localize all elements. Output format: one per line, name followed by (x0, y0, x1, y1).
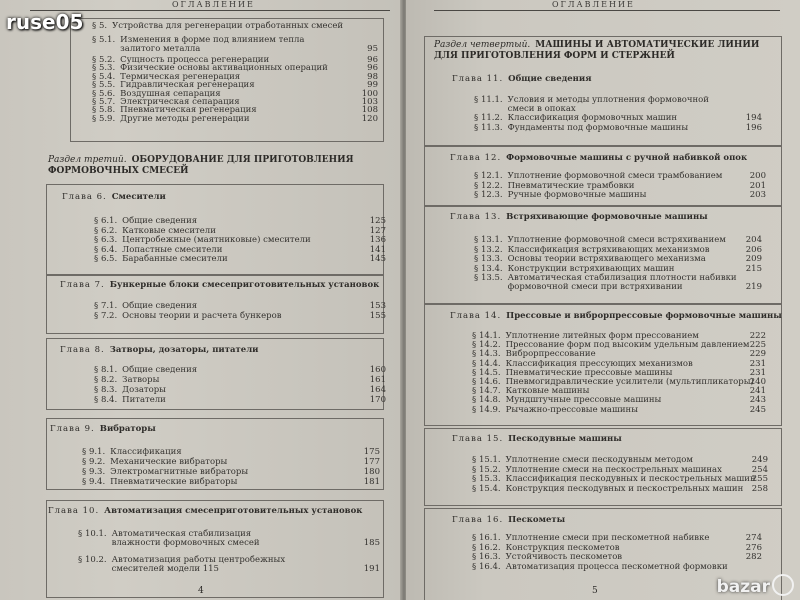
toc-page-number: 175 (363, 447, 380, 457)
chapter-label: Глава 15. (452, 434, 504, 444)
toc-entry-title: Пневмогидравлические усилители (мультипликаторы) (505, 377, 754, 387)
toc-page-number: 95 (367, 44, 378, 54)
chapter-title: Вибраторы (99, 424, 156, 434)
toc-entry-title: Основы теории и расчета бункеров (122, 311, 282, 321)
toc-page-number: 215 (745, 263, 762, 274)
chapter-heading (60, 280, 379, 290)
toc-page-number: 120 (361, 113, 378, 124)
toc-page-number: 100 (361, 88, 378, 99)
toc-entry-title: Лопастные смесители (122, 244, 223, 255)
toc-page-number: 127 (369, 225, 386, 236)
toc-section-number: § 8.2. (94, 375, 118, 385)
part-label: Раздел четвертый. (434, 40, 531, 50)
toc-section-number: § 6.5. (94, 254, 118, 265)
part-heading (434, 40, 774, 62)
bazar-badge-text: bazar (716, 577, 770, 597)
toc-entry-title: Воздушная сепарация (120, 88, 221, 99)
toc-section-number: § 15.4. (472, 483, 501, 494)
chapter-title: Пескодувные машины (508, 434, 622, 444)
toc-section-number: § 5.5. (92, 80, 116, 91)
chapter-title: Встряхивающие формовочные машины (506, 212, 708, 222)
toc-entry-title: Механические вибраторы (110, 457, 228, 467)
toc-page-number: 99 (367, 80, 378, 91)
left-page-number: 4 (198, 586, 204, 596)
toc-page-number: 225 (749, 340, 766, 351)
toc-section-number: § 14.9. (472, 404, 501, 415)
toc-page-number: 191 (363, 564, 380, 574)
toc-entry (474, 113, 762, 123)
toc-page-number: 231 (749, 367, 766, 378)
toc-section-number: § 14.5. (472, 367, 501, 378)
toc-page-number: 164 (369, 385, 386, 395)
toc-section-number: § 5.2. (92, 55, 116, 65)
toc-entry (474, 96, 738, 114)
toc-page-number: 201 (749, 180, 766, 191)
toc-entry-title: Изменения в форме под влиянием тепла залитого металла (120, 35, 305, 54)
chapter-label: Глава 11. (452, 74, 504, 84)
chapter-title: Формовочные машины с ручной набивкой опок (506, 153, 748, 163)
toc-page-number: 209 (745, 254, 762, 264)
toc-page-number: 204 (745, 235, 762, 245)
toc-entry-title: Классификация пескодувных и пескострельных машин (505, 474, 756, 484)
toc-page-number: 153 (369, 301, 386, 311)
toc-entry-title: Уплотнение смеси при пескометной набивке (505, 533, 710, 543)
toc-entry-title: Уплотнение смеси пескодувным методом (505, 455, 693, 465)
chapter-heading (60, 345, 259, 355)
toc-entry-title: Автоматическая стабилизация плотности набивки формовочной смеси при встряхивании (507, 273, 737, 292)
chapter-title: Смесители (111, 192, 166, 202)
toc-section-number: § 5. (92, 21, 108, 31)
toc-page-number: 103 (361, 97, 378, 107)
toc-entry-title: Конструкция пескодувных и пескострельных машин (505, 483, 744, 494)
toc-page-number: 219 (745, 282, 762, 292)
toc-section-number: § 5.9. (92, 113, 116, 124)
toc-entry-title: Электрическая сепарация (120, 97, 240, 107)
toc-entry (82, 477, 380, 487)
chapter-title: Общие сведения (508, 74, 592, 84)
toc-page-number: 222 (749, 331, 766, 341)
toc-page-number: 96 (367, 63, 378, 74)
toc-section-number: § 16.1. (472, 533, 501, 543)
toc-entry-title: Пневматические прессовые машины (505, 367, 673, 378)
toc-entry-title: Общие сведения (122, 301, 198, 311)
toc-section-number: § 5.1. (92, 35, 116, 45)
toc-page-number: 177 (363, 457, 380, 467)
chapter-heading (450, 212, 708, 222)
toc-page-number: 240 (749, 377, 766, 387)
toc-section-number: § 14.6. (472, 377, 501, 387)
toc-section-number: § 9.3. (82, 467, 106, 477)
toc-section-number: § 13.2. (474, 244, 503, 255)
toc-entry-title: Классификация (110, 447, 182, 457)
toc-section-number: § 16.3. (472, 552, 501, 562)
toc-page-number: 196 (745, 123, 762, 133)
chapter-heading (450, 153, 747, 163)
toc-section-number: § 10.1. (78, 529, 107, 539)
toc-entry-title: Уплотнение формовочной смеси встряхиванием (507, 235, 726, 245)
toc-page-number: 155 (369, 311, 386, 321)
toc-entry (94, 365, 386, 375)
toc-section-number: § 14.8. (472, 395, 501, 406)
toc-section-number: § 8.1. (94, 365, 118, 375)
toc-section-number: § 5.6. (92, 88, 116, 99)
toc-entry-title: Классификация прессующих механизмов (505, 358, 693, 369)
toc-section-number: § 6.2. (94, 225, 118, 236)
toc-entry-title: Пневматическая регенерация (120, 105, 257, 116)
toc-entry (472, 483, 768, 494)
toc-section-number: § 14.4. (472, 358, 501, 369)
toc-section-number: § 10.2. (78, 555, 107, 565)
toc-section-number: § 11.2. (474, 113, 503, 123)
chapter-label: Глава 14. (450, 311, 502, 321)
chapter-title: Пескометы (508, 515, 566, 525)
toc-section-number: § 9.2. (82, 457, 106, 467)
toc-entry (94, 385, 386, 395)
toc-entry-title: Устойчивость пескометов (505, 552, 623, 562)
toc-page-number: 145 (369, 254, 386, 265)
toc-entry-title: Электромагнитные вибраторы (110, 467, 249, 477)
toc-entry-title: Физические основы активационных операций (120, 63, 328, 74)
toc-entry-title: Классификация формовочных машин (507, 113, 678, 123)
toc-entry (82, 467, 380, 477)
toc-entry (92, 22, 343, 31)
toc-page-number: 96 (367, 55, 378, 65)
toc-entry-title: Классификация встряхивающих механизмов (507, 244, 710, 255)
toc-page-number: 229 (749, 349, 766, 360)
toc-entry-title: Барабанные смесители (122, 254, 228, 265)
chapter-heading (62, 192, 166, 202)
toc-page-number: 206 (745, 244, 762, 255)
toc-page-number: 181 (363, 477, 380, 487)
toc-section-number: § 14.3. (472, 349, 501, 360)
toc-section-number: § 7.1. (94, 301, 118, 311)
toc-page-number: 194 (745, 113, 762, 123)
toc-entry-title: Виброрпрессование (505, 349, 596, 360)
chapter-heading (452, 515, 565, 525)
toc-entry-title: Термическая регенерация (120, 71, 241, 82)
toc-entry-title: Устройства для регенерации отработанных смесей (112, 21, 344, 31)
toc-entry-title: Рычажно-прессовые машины (505, 404, 638, 415)
toc-section-number: § 14.2. (472, 340, 501, 351)
toc-page-number: 200 (749, 171, 766, 181)
toc-page-number: 161 (369, 375, 386, 385)
toc-page-number: 282 (745, 552, 762, 562)
chapter-label: Глава 7. (60, 280, 105, 290)
toc-page-number: 98 (367, 71, 378, 82)
chapter-heading (48, 506, 362, 516)
toc-section-number: § 13.1. (474, 235, 503, 245)
toc-entry (472, 404, 766, 415)
toc-entry-title: Уплотнение смеси на пескострельных машинах (505, 464, 722, 475)
toc-entry-title: Автоматическая стабилизация влажности формовочных смесей (111, 529, 260, 548)
chapter-title: Бункерные блоки смесеприготовительных установок (109, 280, 380, 290)
toc-entry-title: Гидравлическая регенерация (120, 80, 255, 91)
toc-page-number: 203 (749, 190, 766, 200)
chapter-heading (452, 74, 591, 84)
toc-page-number: 243 (749, 395, 766, 406)
toc-section-number: § 15.2. (472, 464, 501, 475)
toc-entry-title: Автоматизация работы центробежных смесителей модели 115 (111, 555, 286, 574)
toc-entry-title: Ручные формовочные машины (507, 190, 647, 200)
toc-page-number: 276 (745, 542, 762, 553)
toc-page-number: 125 (369, 216, 386, 226)
toc-page-number: 170 (369, 395, 386, 405)
toc-section-number: § 15.1. (472, 455, 501, 465)
chapter-label: Глава 13. (450, 212, 502, 222)
toc-entry-title: Прессование форм под высоким удельным давлением (505, 340, 750, 351)
toc-entry-title: Условия и методы уплотнения формовочной смеси в опоках (507, 95, 709, 114)
toc-entry-title: Пневматические трамбовки (507, 180, 635, 191)
toc-section-number: § 5.3. (92, 63, 116, 74)
toc-section-number: § 13.3. (474, 254, 503, 264)
toc-section-number: § 14.7. (472, 386, 501, 397)
toc-entry-title: Основы теории встряхивающего механизма (507, 254, 706, 264)
toc-section-number: § 6.1. (94, 216, 118, 226)
toc-section-number: § 9.1. (82, 447, 106, 457)
toc-section-number: § 11.3. (474, 123, 503, 133)
toc-section-number: § 5.7. (92, 97, 116, 107)
chapter-label: Глава 10. (48, 506, 100, 516)
toc-section-number: § 11.1. (474, 95, 503, 105)
toc-section-number: § 12.1. (474, 171, 503, 181)
chapter-title: Автоматизация смесеприготовительных установок (104, 506, 363, 516)
toc-entry-title: Питатели (122, 395, 166, 405)
toc-page-number: 245 (749, 404, 766, 415)
toc-entry-title: Катковые смесители (122, 225, 216, 236)
part-title: МАШИНЫ И АВТОМАТИЧЕСКИЕ ЛИНИИ ДЛЯ ПРИГОТОВЛЕНИЯ ФОРМ И СТЕРЖНЕЙ (434, 40, 760, 61)
toc-entry (472, 563, 728, 572)
toc-page-number: 185 (363, 538, 380, 548)
toc-section-number: § 15.3. (472, 474, 501, 484)
part-title: ОБОРУДОВАНИЕ ДЛЯ ПРИГОТОВЛЕНИЯ ФОРМОВОЧНЫХ СМЕСЕЙ (48, 155, 354, 176)
toc-entry-title: Другие методы регенерации (120, 113, 250, 124)
right-page-number: 5 (592, 586, 598, 596)
toc-page-number: 254 (751, 464, 768, 475)
chapter-label: Глава 6. (62, 192, 107, 202)
toc-entry-title: Пневматические вибраторы (110, 477, 238, 487)
right-page-header: ОГЛАВЛЕНИЕ (552, 0, 635, 9)
toc-section-number: § 13.5. (474, 273, 503, 283)
toc-page-number: 141 (369, 244, 386, 255)
toc-page-number: 136 (369, 235, 386, 246)
toc-entry-title: Затворы (122, 375, 160, 385)
toc-section-number: § 6.4. (94, 244, 118, 255)
toc-entry (474, 190, 766, 200)
toc-page-number: 108 (361, 105, 378, 116)
chapter-heading (450, 311, 782, 321)
toc-entry (474, 123, 762, 133)
chapter-label: Глава 12. (450, 153, 502, 163)
chapter-label: Глава 16. (452, 515, 504, 525)
toc-section-number: § 5.8. (92, 105, 116, 116)
toc-entry (82, 457, 380, 467)
toc-page-number: 231 (749, 358, 766, 369)
toc-entry-title: Уплотнение формовочной смеси трамбованием (507, 171, 723, 181)
left-page-header: ОГЛАВЛЕНИЕ (172, 0, 255, 9)
toc-entry-title: Сущность процесса регенерации (120, 55, 270, 65)
part-label: Раздел третий. (48, 155, 127, 165)
toc-section-number: § 14.1. (472, 331, 501, 341)
chapter-heading (452, 434, 622, 444)
right-header-rule (434, 10, 780, 11)
toc-entry-title: Мундштучные прессовые машины (505, 395, 662, 406)
chapter-label: Глава 9. (50, 424, 95, 434)
toc-section-number: § 12.3. (474, 190, 503, 200)
toc-entry-title: Дозаторы (122, 385, 166, 395)
toc-entry (94, 311, 386, 321)
toc-section-number: § 5.4. (92, 71, 116, 82)
toc-entry-title: Общие сведения (122, 365, 198, 375)
toc-page-number: 180 (363, 467, 380, 477)
toc-section-number: § 6.3. (94, 235, 118, 246)
toc-entry (78, 529, 380, 548)
toc-entry (82, 447, 380, 457)
toc-page-number: 274 (745, 533, 762, 543)
toc-entry-title: Конструкция пескометов (505, 542, 620, 553)
toc-section-number: § 9.4. (82, 477, 106, 487)
toc-section-number: § 7.2. (94, 311, 118, 321)
chapter-heading (50, 424, 156, 434)
toc-entry (94, 375, 386, 385)
toc-entry-title: Уплотнение литейных форм прессованием (505, 331, 699, 341)
toc-entry (94, 301, 386, 311)
toc-entry (92, 35, 378, 54)
toc-section-number: § 12.2. (474, 180, 503, 191)
toc-entry-title: Конструкции встряхивающих машин (507, 263, 675, 274)
toc-page-number: 258 (751, 483, 768, 494)
watermark-logo: ruse05 (6, 10, 84, 34)
toc-entry (92, 113, 378, 124)
toc-section-number: § 16.2. (472, 542, 501, 553)
toc-entry (474, 273, 762, 292)
toc-entry-title: Общие сведения (122, 216, 198, 226)
chapter-title: Прессовые и виброрпрессовые формовочные машины (506, 311, 782, 321)
toc-entry-title: Фундаменты под формовочные машины (507, 123, 689, 133)
toc-entry-title: Автоматизация процесса пескометной формовки (505, 561, 728, 572)
toc-page-number: 249 (751, 455, 768, 465)
part-heading (48, 155, 358, 177)
toc-entry-title: Катковые машины (505, 386, 590, 397)
toc-entry (94, 254, 386, 265)
chapter-title: Затворы, дозаторы, питатели (109, 345, 259, 355)
toc-section-number: § 8.3. (94, 385, 118, 395)
toc-section-number: § 13.4. (474, 263, 503, 274)
toc-entry (94, 395, 386, 405)
toc-section-number: § 16.4. (472, 561, 501, 572)
chapter-label: Глава 8. (60, 345, 105, 355)
toc-section-number: § 8.4. (94, 395, 118, 405)
left-header-rule (30, 10, 390, 11)
toc-page-number: 160 (369, 365, 386, 375)
bazar-badge (717, 576, 794, 598)
toc-entry (78, 555, 380, 574)
toc-entry-title: Центробежные (маятниковые) смесители (122, 235, 311, 246)
toc-page-number: 241 (749, 386, 766, 397)
bazar-logo-icon (772, 574, 794, 596)
toc-page-number: 255 (751, 474, 768, 484)
right-page (406, 0, 800, 600)
